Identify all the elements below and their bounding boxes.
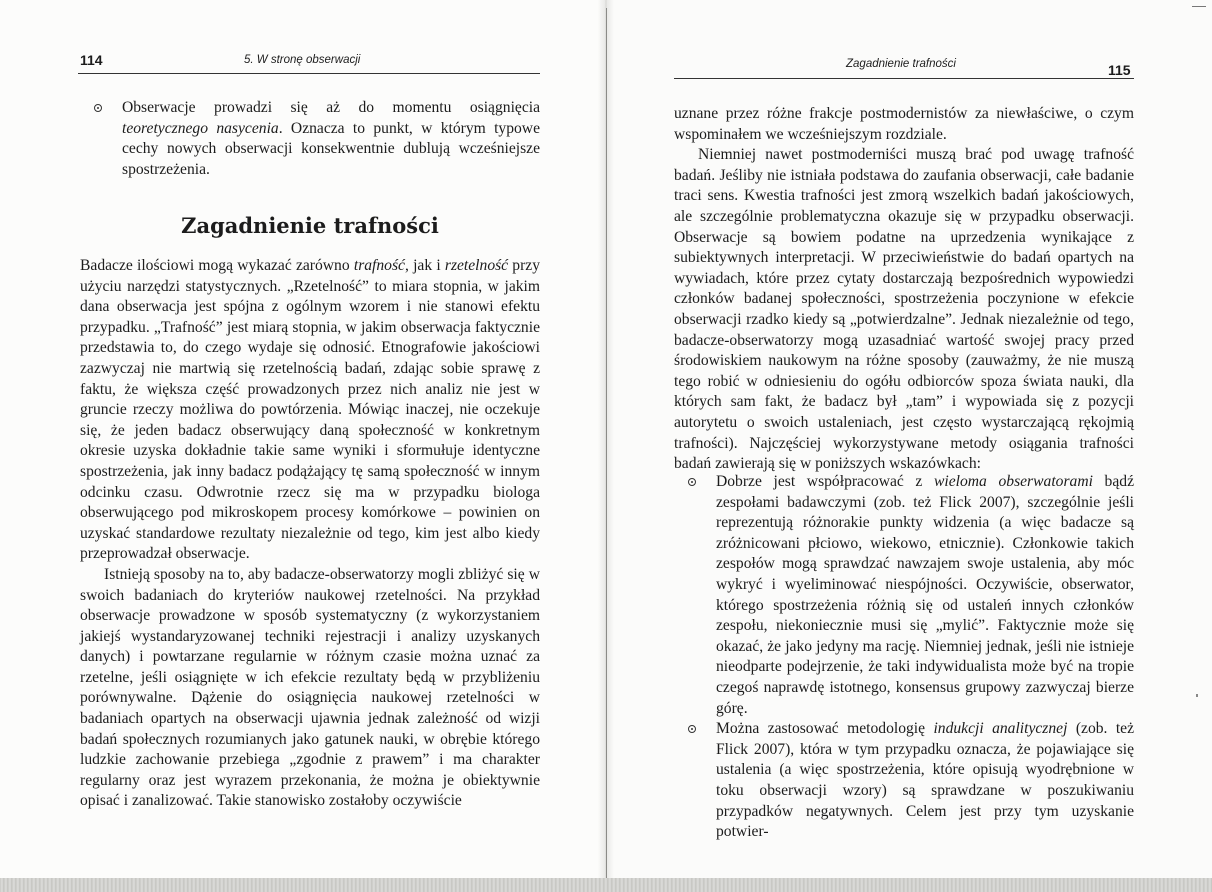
- bullet-icon: [94, 104, 102, 112]
- right-page-number: 115: [1108, 62, 1131, 78]
- bullet-text: Można zastosować metodologię: [716, 720, 934, 738]
- right-header-rule: [674, 78, 1134, 79]
- bullet-text: Dobrze jest współpracować z: [716, 473, 934, 490]
- bullet-icon: [688, 478, 696, 486]
- italic-term: trafność: [353, 257, 405, 274]
- bullet-text: Obserwacje prowadzi się aż do momentu osiągnięcia: [122, 99, 540, 116]
- paragraph-validity: Niemniej nawet postmoderniści muszą brać pod uwagę trafność badań. Jeśliby nie istniała podstawa do zaufania obserwacji, całe badanie traci sens. Kwestia trafności jest zmorą wszelkich badań jakościowych, ale szczególnie problematyczna okazuje się w przypadku obserwacji. Obserwacje są bowiem podatne na uprzedzenia wynikające z subiektywnych interpretacji. W przeciwieństwie do badań opartych na wywiadach, które przez cytaty dostarczają bezpośrednich wypowiedzi członków badanej społeczności, spostrzeżenia poczynione w efekcie obserwacji rzadko kiedy są „potwierdzalne”. Jednak niezależnie od tego, badacze-obserwatorzy mogą uzasadniać wartość swojej pracy przed środowiskiem naukowym na różne sposoby (zauważmy, że nie muszą tego robić w odniesieniu do ogółu odbiorców spoza świata nauki, dla których sam fakt, że badacz był „tam” i wypowiada się z pozycji autorytetu o swoich ustaleniach, jest często wystarczającą rękojmią trafności). Najczęściej wykorzystywane metody osiągania trafności badań zawierają się w poniższych wskazówkach:: [674, 146, 1134, 473]
- bullet-icon: [688, 725, 696, 733]
- bullet-text: bądź zespołami badawczymi (zob. też Flick 2007), szczególnie jeśli reprezentują różnorakie punkty widzenia (a więc badacze są zróżnicowani płciowo, wiekowo, etnicznie). Członkowie takich zespołów mogą sprawdzać nawzajem swoje ustalenia, aby móc wykryć i wyeliminować niespójności. Oczywiście, obserwator, którego spostrzeżenia różnią się od ustaleń innych członków zespołu, niekoniecznie musi się „mylić”. Faktycznie może się okazać, że jako jedyny ma rację. Niemniej jednak, jeśli nie istnieje nieodparte podejrzenie, że taki indywidualista może być na tropie czegoś naprawdę istotnego, konsensus grupowy zazwyczaj bierze górę.: [716, 473, 1134, 717]
- scan-speck: [1196, 694, 1198, 697]
- right-page: [606, 0, 1212, 892]
- bullet-italic-term: indukcji analitycznej: [933, 720, 1068, 738]
- paragraph-approaches: Istnieją sposoby na to, aby badacze-obserwatorzy mogli zbliżyć się w swoich badaniach do kryteriów naukowej rzetelności. Na przykład obserwacje prowadzone w sposób systematyczny (z wykorzystaniem jakiejś wystandaryzowanej techniki rejestracji i analizy uzyskanych danych) i powtarzane regularnie w różnym czasie można uznać za rzetelne, jeśli osiągnięte w ich efekcie rezultaty będą w przybliżeniu porównywalne. Dążenie do osiągnięcia naukowej rzetelności w badaniach opartych na obserwacji ujawnia jednak zależność od wizji badań społecznych rozumianych jako gatunek nauki, w obrębie którego ludzkie zachowanie przebiega „zgodnie z prawem” i ma charakter regularny oraz jest wyrazem przekonania, że można je obiektywnie opisać i zanalizować. Takie stanowisko zostałoby oczywiście: [80, 565, 540, 810]
- gutter-fold-line: [606, 8, 607, 878]
- left-running-head: 5. W stronę obserwacji: [244, 54, 361, 66]
- bullet-item-observers: [674, 472, 1134, 719]
- scan-corner-mark: [1192, 6, 1206, 7]
- paragraph-reliability: Badacze ilościowi mogą wykazać zarówno trafność, jak i rzetelność przy użyciu narzędzi statystycznych. „Rzetelność” to miara stopnia, w jakim dana obserwacja jest spójna z ogólnym wzorem i nie stanowi efektu przypadku. „Trafność” jest miarą stopnia, w jakim obserwacja faktycznie przedstawia to, do czego wydaje się odnosić. Etnografowie jakościowi zazwyczaj nie martwią się rzetelnością badań, zdając sobie sprawę z faktu, że większa część prowadzonych przez nich analiz nie jest w gruncie rzeczy możliwa do powtórzenia. Mówiąc inaczej, nie oczekuje się, że jeden badacz obserwujący daną społeczność w konkretnym okresie uzyska dokładnie takie same wyniki i sformułuje identyczne spostrzeżenia, jak inny badacz podążający tę samą społeczność w innym odcinku czasu. Odwrotnie rzecz się ma w przypadku biologa obserwującego pod mikroskopem procesy komórkowe – powinien on uzyskać standardowe rezultaty niezależnie od tego, kim jest albo kiedy przeprowadzał obserwacje.: [80, 257, 541, 563]
- bullet-italic-term: wieloma obserwatorami: [934, 473, 1093, 490]
- scan-bottom-edge: [0, 878, 1212, 892]
- paragraph-continued: uznane przez różne frakcje postmodernistów za niewłaściwe, o czym wspominałem we wcześniejszym rozdziale.: [674, 105, 1134, 143]
- right-bullet-list: [674, 472, 1134, 843]
- right-body-text: [674, 104, 1134, 475]
- bullet-italic-term: teoretycznego nasycenia: [122, 119, 279, 137]
- bullet-text: . Oznacza to punkt, w którym typowe cechy nowych obserwacji konsekwentnie dublują wcześniejsze spostrzeżenia.: [122, 119, 540, 178]
- left-bullet-list: [80, 98, 540, 180]
- left-header-rule: [78, 73, 540, 74]
- bullet-text: (zob. też Flick 2007), która w tym przypadku oznacza, że pojawiające się ustalenia (a więc spostrzeżenia, które opisują wyodrębnione w toku obserwacji wzory) są sprawdzane w poszukiwaniu przypadków negatywnych. Celem jest przy tym uzyskanie potwier-: [716, 720, 1135, 841]
- left-page-number: 114: [80, 52, 103, 68]
- left-body-text: [80, 256, 540, 812]
- section-heading: Zagadnienie trafności: [181, 213, 439, 238]
- right-running-head: Zagadnienie trafności: [846, 58, 956, 70]
- italic-term: rzetelność: [444, 257, 509, 274]
- bullet-item-saturation: [80, 98, 540, 180]
- bullet-item-induction: [674, 719, 1134, 843]
